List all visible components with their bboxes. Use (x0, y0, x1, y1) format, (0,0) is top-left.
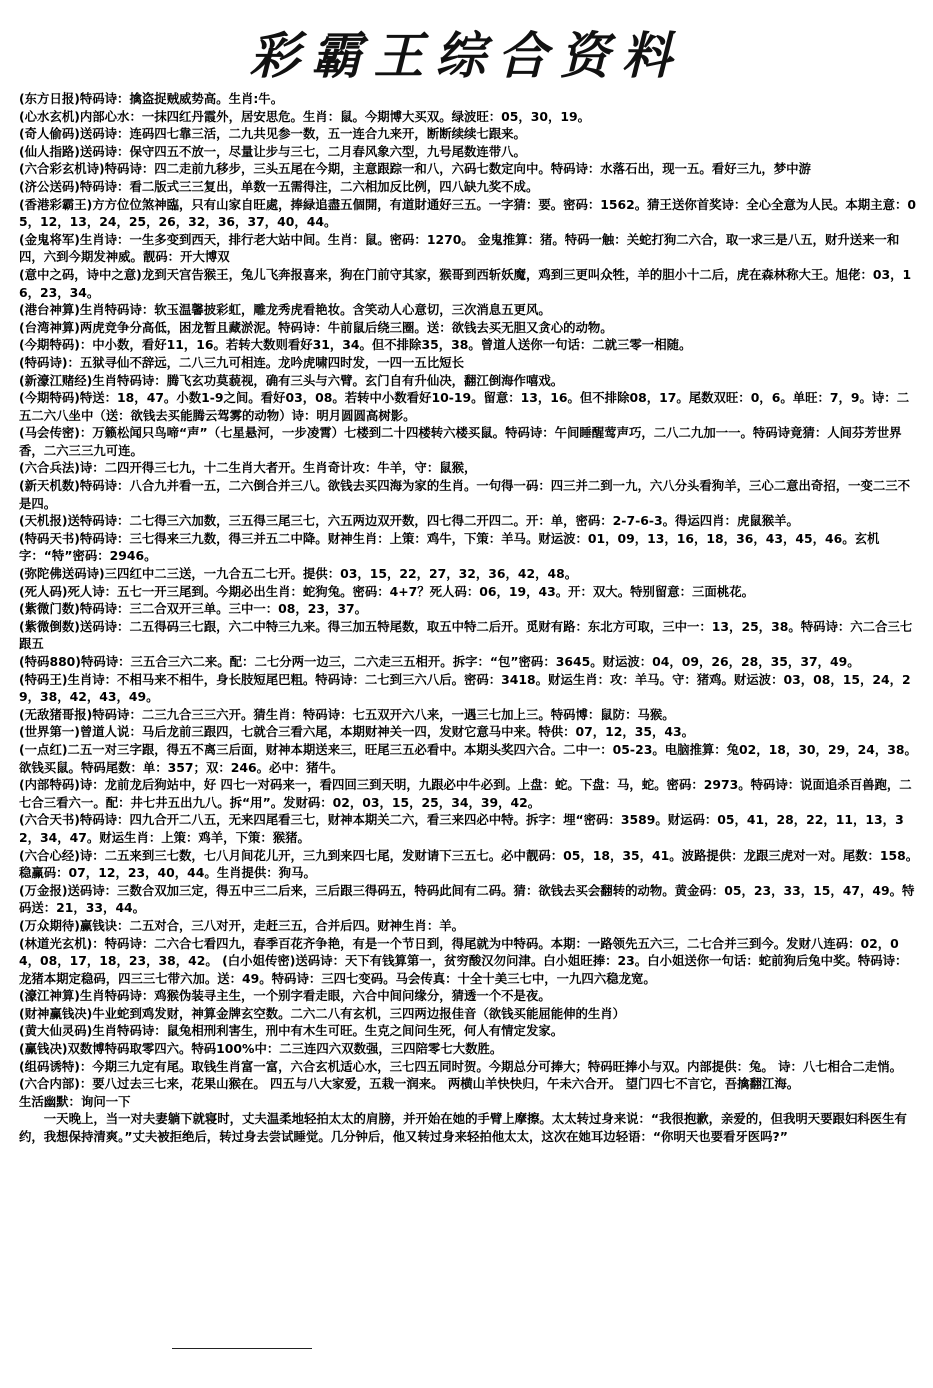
text-line: (六合彩玄机诗)特码诗：四二走前九移步，三头五尾在今期，主意跟踪一和八，六码七数定向中。特码诗：水落石出，现一五。看好三九，梦中游 (19, 161, 811, 177)
text-line: (天机报)送特码诗：二七得三六加数，三五得三尾三七，六五两边双开数，四七得二开四二。开：单，密码：2-7-6-3。得运四肖：虎鼠猴羊。 (19, 513, 799, 529)
text-line: (赢钱决)双数博特码取零四六。特码100%中：二三连四六双数强，三四陪零七大数胜。 (19, 1041, 503, 1057)
text-line: (特码880)特码诗：三五合三六二来。配：二七分两一边三，二六走三五相开。拆字：“包”密码：3645。财运波：04，09，26，28，35，37，49。 (19, 654, 860, 669)
text-line: (紫微门数)特码诗：三二合双开三单。三中一：08，23，37。 (19, 601, 368, 617)
document-body (19, 90, 919, 1146)
text-line: (黄大仙灵码)生肖特码诗：鼠兔相刑利害生，刑中有木生可旺。生克之间问生死，何人有情定发家。 (19, 1023, 564, 1039)
text-line: (财神赢钱决)牛业蛇到鸡发财，神算金牌玄空数。二六二八有玄机，三四两边报佳音（欲钱买能屈能伸的生肖） (19, 1005, 626, 1021)
text-line: (紫微倒数)送码诗：二五得码三七跟，六二中特三九来。得三加五特尾数，取五中特二后开。觅财有路：东北方可取，三中一：13，25，38。特码诗：六二合三七跟五 (19, 618, 913, 652)
page-title: 彩霸王综合资料 (249, 26, 684, 85)
text-line: (心水玄机)内部心水：一抹四红丹霞外，居安思危。生肖：鼠。今期博大买双。绿波旺：05，30，19。 (19, 108, 591, 124)
text-line: (仙人指路)送码诗：保守四五不放一，尽量让步与三七，二月春风象六型，九号尾数连带八。 (19, 143, 526, 159)
text-line: (特码诗)：五狱寻仙不辞远，二八三九可相连。龙吟虎啸四时发，一四一五比短长 (19, 354, 464, 370)
text-line: (万金报)送码诗：三数合双加三定，得五中三二后来，三后跟三得码五，特码此间有二码。猜：欲钱去买会翻转的动物。黄金码：05，23，33，15，47，49。特码送：21，33，44。 (19, 882, 915, 916)
text-line: (香港彩霸王)方方位位煞神臨，只有山家自旺處，捧緑追盡五個開，有道財通好三五。一字猜：要。密码：1562。猜王送你首奖诗：全心全意为人民。本期主意：05，12，13，24，25，26，32，36，37，40，44。 (19, 196, 916, 230)
text-line: (特码天书)特码诗：三七得来三九数，得三并五二中降。财神生肖：上策：鸡牛，下策：羊马。财运波：01，09，13，16，18，36，43，45，46。玄机字：“特”密码：2946。 (19, 530, 880, 564)
text-line: (特码王)生肖诗：不相马来不相牛，身长肢短尾巴粗。特码诗：二七到三六八后。密码：3418。财运生肖：攻：羊马。守：猪鸡。财运波：03，08，15，24，29，38，42，43，49。 (19, 671, 911, 705)
text-line: (一点红)二五一对三字跟，得五不离三后面，财神本期送来三，旺尾三五必看中。本期头奖四六合。二中一：05-23。电脑推算：兔02，18，30，29，24，38。欲钱买鼠。特码尾数：单：357；双：246。必中：猪牛。 (19, 741, 917, 775)
text-line: (马会传密)：万籁松闻只鸟啼“声”（七星悬河，一步凌霄）七楼到二十四楼转六楼买鼠。特码诗：午间睡醒莺声巧，二八二九加一一。特码诗竟猜：人间芬芳世界香，二六三三九可连。 (19, 425, 902, 458)
footer-divider (172, 1348, 312, 1349)
text-line: (奇人偷码)送码诗：连码四七靠三活，二九共见参一数，五一连合九来开，断断续续七跟来。 (19, 126, 526, 142)
text-line: (东方日报)特码诗：擒盗捉贼威势高。生肖:牛。 (19, 91, 284, 106)
text-line: (台湾神算)两虎竞争分高低，困龙暂且藏淤泥。特码诗：牛前鼠后绕三圈。送：欲钱去买无胆又贪心的动物。 (19, 319, 613, 335)
text-line: (今期特码)特送：18，47。小数1-9之间。看好03，08。若转中小数看好10-19。留意：13，16。但不排除08，17。尾数双旺：0，6。单旺：7，9。诗：二五二六八坐中（送：欲钱去买能腾云驾雾的动物）诗：明月圆圆高树影。 (19, 390, 910, 423)
text-line: (六合兵法)诗：二四开得三七九，十二生肖大者开。生肖奇计攻：牛羊，守：鼠猴， (19, 460, 477, 476)
text-line: (新天机数)特码诗：八合九并看一五，二六倒合并三八。欲钱去买四海为家的生肖。一句得一码：四三并二到一九，六八分头看狗羊，三心二意出奇招，一变二三不是四。 (19, 478, 911, 511)
text-line: (意中之码，诗中之意)龙到天宫告猴王，兔儿飞奔报喜来，狗在门前守其家，猴哥到西斩妖魔，鸡到三更叫众牲，羊的胆小十二后，虎在森林称大王。旭佬：03，16，23，34。 (19, 266, 912, 300)
text-line: (死人码)死人诗：五七一开三尾到。今期必出生肖：蛇狗兔。密码：4+7？死人码：06，19，43。开：双大。特别留意：三面桃花。 (19, 583, 754, 599)
text-line: (无敌猪哥报)特码诗：二三九合三三六开。猜生肖：特码诗：七五双开六八来，一遇三七加上三。特码博：鼠防：马猴。 (19, 706, 675, 722)
story-paragraph: 一天晚上，当一对夫妻躺下就寝时，丈夫温柔地轻拍太太的肩膀，并开始在她的手臂上摩擦。太太转过身来说：“我很抱歉，亲爱的，但我明天要跟妇科医生有约，我想保持清爽。”丈夫被拒绝后，转过身去尝试睡觉。几分钟后，他又转过身来轻拍他太太，这次在她耳边轻语：“你明天也要看牙医吗?” (19, 1111, 907, 1145)
text-line: (内部特码)诗：龙前龙后狗站中，好 四七一对码来一，看四回三到天明，九跟必中牛必到。上盘：蛇。下盘：马，蛇。密码：2973。特码诗：说面追杀百兽跑，二七合三看六一。配：井七井五出九八。拆“用”。发财码：02，03，15，25，34，39，42。 (19, 777, 912, 810)
text-line: (金鬼将军)生肖诗：一生多变到西天，排行老大站中间。生肖：鼠。密码：1270。 金鬼推算：猪。特码一触：关蛇打狗二六合，取一求三是八五，财升送来一和四，六到今期发神威。靓码：开大博双 (19, 231, 900, 265)
text-line: (六合心经)诗：二五来到三七数，七八月间花儿开，三九到来四七尾，发财请下三五七。必中靓码：05，18，35，41。波路提供：龙跟三虎对一对。尾数：158。稳赢码：07，12，23，40，44。生肖提供：狗马。 (19, 847, 919, 881)
text-line: (世界第一)曾道人说：马后龙前三跟四，七就合三看六尾，本期财神关一四，发财它意马中来。特供：07，12，35，43。 (19, 724, 695, 740)
text-line: (林道光玄机)：特码诗：二六合七看四九，春季百花齐争艳，有是一个节日到，得尾就为中特码。本期：一路领先五六三，二七合并三到今。发财八连码：02，04，08，17，18，23，38，42。 (白小姐传密)送码诗：天下有钱算第一，贫穷酸汉勿问津。白小姐旺捧：23。白小姐送你一句话：蛇前狗后兔中奖。特码诗：龙猪本期定稳码，四三三七带六加。送：49。特码诗：三四七变码。马会传真：十全十美三七中，一九四六稳龙宽。 (19, 935, 908, 986)
text-line: (濠江神算)生肖特码诗：鸡猴伪装寻主生，一个别字看走眼，六合中间问缘分，猜透一个不是夜。 (19, 988, 551, 1004)
text-line: (济公送码)特码诗：看二版式三三复出，单数一五需得注，二六相加反比例，四八缺九奖不成。 (19, 178, 539, 194)
text-line: (组码诱特)：今期三九定有尾。取钱生肖富一富，六合玄机适心水，三七四五同时贺。今期总分可捧大；特码旺捧小与双。内部提供：兔。 诗：八七相合二走悄。 (19, 1058, 902, 1074)
text-line: (今期特码)：中小数，看好11，16。若转大数则看好31，34。但不排除35，38。曾道人送你一句话：二就三零一相随。 (19, 337, 692, 353)
text-line: 生活幽默：询问一下 (19, 1093, 131, 1109)
text-line: (新濠江赌经)生肖特码诗：腾飞玄功莫藐视，确有三头与六臂。玄门自有升仙决，翻江倒海作嘻戏。 (19, 372, 564, 388)
text-line: (万众期待)赢钱诀：二五对合，三八对开，走赶三五，合并后四。财神生肖：羊。 (19, 917, 464, 933)
text-line: (港台神算)生肖特码诗：软玉温馨披彩虹，雕龙秀虎看艳妆。含笑动人心意切，三次消息五更风。 (19, 302, 551, 318)
text-line: (六合天书)特码诗：四九合开二八五，无来四尾看三七，财神本期关二六，看三来四必中特。拆字：埋“密码：3589。财运码：05，41，28，22，11，13，32，34，47。财运生肖：上策：鸡羊，下策：猴猪。 (19, 812, 904, 845)
text-line: (弥陀佛送码诗)三四红中二三送，一九合五二七开。提供：03，15，22，27，32，36，42，48。 (19, 566, 578, 582)
text-line: (六合内部)：要八过去三七来，花果山猴在。 四五与八大家爱，五栽一润来。 两横山羊快快归，午未六合开。 望门四七不言它，吾擒翻江海。 (19, 1076, 800, 1092)
